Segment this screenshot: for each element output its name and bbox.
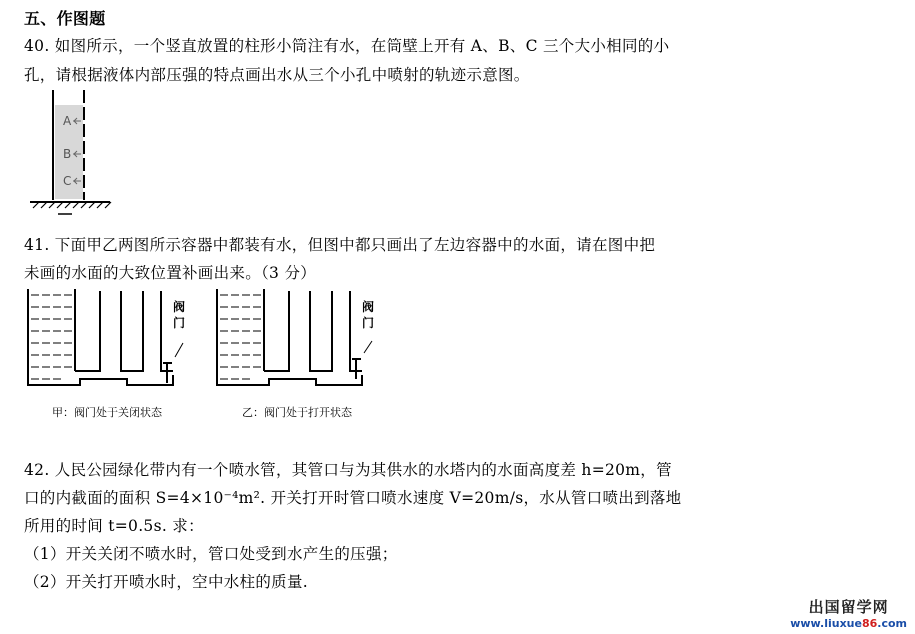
hole-label-b: B	[63, 147, 72, 161]
q42-line3: 所用的时间 t=0.5s. 求：	[24, 517, 204, 535]
vessel-e-right-f-left	[310, 291, 332, 371]
water-hatch-right	[220, 295, 261, 379]
vessel-b-left	[75, 291, 100, 371]
hole-label-c: C	[63, 174, 72, 188]
hole-label-a: A	[63, 114, 72, 128]
caption-left: 甲：阀门处于关闭状态	[52, 406, 162, 419]
water-hatch-left	[31, 295, 72, 379]
q40-cylinder-figure	[25, 90, 145, 220]
q41-figure-left	[25, 287, 215, 397]
watermark-url	[790, 617, 907, 630]
q42-sub1: （1）开关关闭不喷水时，管口处受到水产生的压强；	[24, 545, 398, 563]
valve-pointer-left	[175, 343, 183, 357]
section-title: 五、作图题	[24, 9, 106, 28]
vessel-b-right-c-left	[121, 291, 143, 371]
caption-right: 乙：阀门处于打开状态	[242, 406, 352, 419]
q41-figure-right	[214, 287, 404, 397]
q40-line1: 40. 如图所示，一个竖直放置的柱形小筒注有水，在筒壁上开有 A、B、C 三个大小相同的小	[24, 37, 670, 55]
vessel-c-right	[161, 291, 173, 371]
watermark-url-prefix: www.liuxue	[790, 617, 862, 630]
valve-label-right-2: 门	[362, 316, 375, 330]
watermark-url-number: 86	[861, 617, 878, 630]
q41-line2: 未画的水面的大致位置补画出来。（3 分）	[24, 264, 317, 282]
watermark-url-suffix: .com	[877, 617, 907, 630]
watermark-title: 出国留学网	[808, 598, 889, 616]
watermark	[790, 596, 907, 630]
q42-line1: 42. 人民公园绿化带内有一个喷水管，其管口与为其供水的水塔内的水面高度差 h=20m，管	[24, 461, 672, 479]
valve-label-left-1: 阀	[173, 300, 186, 314]
valve-label-left-2: 门	[173, 316, 186, 330]
valve-label-right-1: 阀	[362, 300, 375, 314]
q42-line2: 口的内截面的面积 S=4×10⁻⁴m². 开关打开时管口喷水速度 V=20m/s，水从管口喷出到落地	[24, 489, 682, 507]
q41-line1: 41. 下面甲乙两图所示容器中都装有水，但图中都只画出了左边容器中的水面，请在图中把	[24, 236, 656, 254]
q40-line2: 孔，请根据液体内部压强的特点画出水从三个小孔中喷射的轨迹示意图。	[24, 66, 530, 84]
vessel-e-left	[264, 291, 289, 371]
q42-sub2: （2）开关打开喷水时，空中水柱的质量.	[24, 573, 308, 591]
valve-pointer-right	[364, 341, 372, 353]
